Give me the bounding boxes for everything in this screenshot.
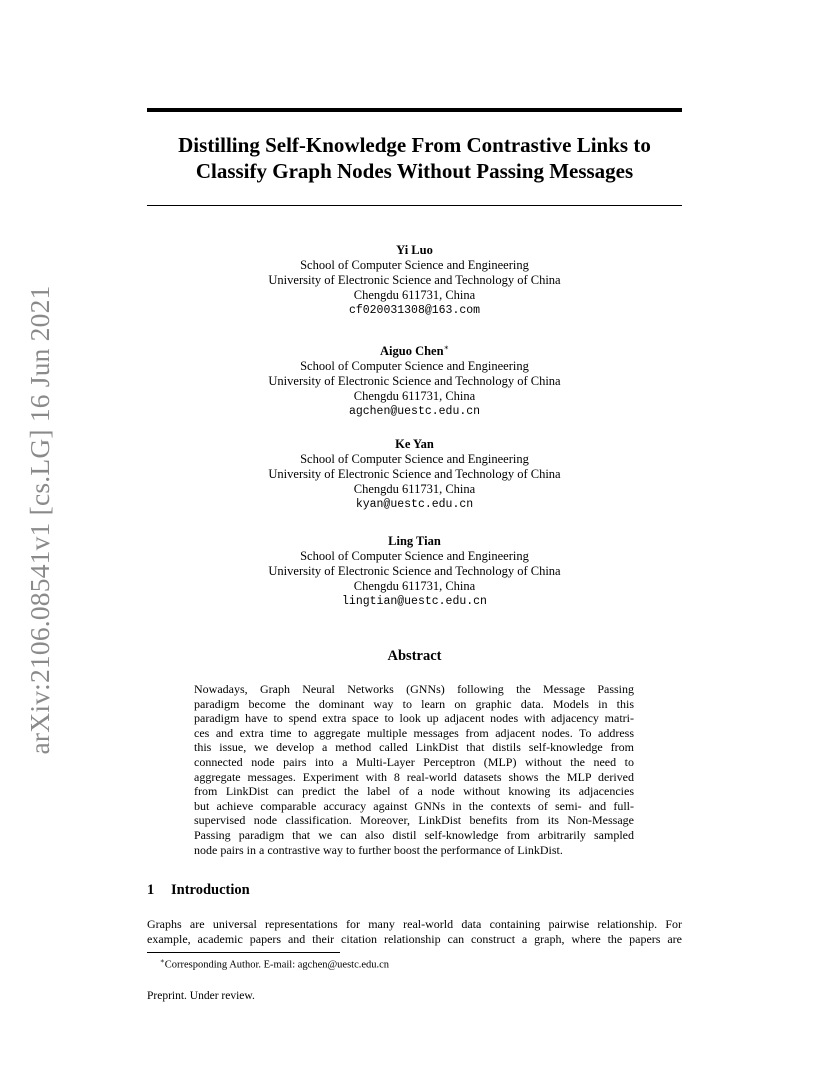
abstract-text [194,682,634,857]
author-university: University of Electronic Science and Technology of China [268,374,561,389]
author-block [147,534,682,609]
author-block [147,340,682,419]
abstract-line: node pairs in a contrastive way to further boost the performance of LinkDist. [194,842,563,857]
abstract-heading: Abstract [387,648,442,664]
title-top-rule [147,108,682,112]
introduction-text [147,917,682,947]
title-line-2: Classify Graph Nodes Without Passing Messages [195,159,634,183]
author-city: Chengdu 611731, China [353,288,476,302]
abstract-line: aggregate messages. Experiment with 8 real-world datasets shows the MLP derived [194,769,634,784]
author-department: School of Computer Science and Engineering [300,549,529,563]
author-email[interactable]: lingtian@uestc.edu.cn [342,595,487,608]
author-university: University of Electronic Science and Technology of China [268,467,561,481]
author-department: School of Computer Science and Engineering [300,452,529,466]
section-number: 1 [147,882,155,898]
author-name: Yi Luo [396,243,433,257]
section-title: Introduction [171,882,250,898]
author-city: Chengdu 611731, China [353,389,476,404]
intro-line: example, academic papers and their citation relationship can construct a graph, where the papers are [147,932,682,946]
abstract-line: from LinkDist can predict the label of a node without knowing its adjacencies [194,784,634,799]
title-bottom-rule [147,205,682,206]
abstract-line: but achieve comparable accuracy against GNNs in the contexts of semi- and full- [194,798,634,813]
title-line-1: Distilling Self-Knowledge From Contrastive Links to [178,133,651,157]
abstract-line: this issue, we develop a method called LinkDist that distils self-knowledge from [194,740,634,755]
footnote-text: Corresponding Author. E-mail: agchen@uestc.edu.cn [164,959,390,971]
author-email[interactable]: agchen@uestc.edu.cn [348,405,481,419]
author-name: Aiguo Chen [380,344,444,359]
author-city: Chengdu 611731, China [353,482,476,496]
author-name: Ling Tian [388,534,441,548]
preprint-notice: Preprint. Under review. [147,990,255,1002]
author-name: Ke Yan [395,437,434,451]
author-email[interactable]: kyan@uestc.edu.cn [355,498,474,511]
footnote-mark: ∗ [160,957,165,965]
abstract-line: ces and extra time to aggregate multiple messages from adjacent nodes. To address [194,725,634,740]
footnote-rule [147,952,340,953]
abstract-line: Passing paradigm that we can also distil self-knowledge from arbitrarily sampled [194,827,634,842]
author-department: School of Computer Science and Engineering [300,258,529,272]
corresponding-author-mark: ∗ [443,343,449,352]
section-heading-introduction [147,882,250,899]
author-email[interactable]: cf020031308@163.com [348,304,481,317]
footnote [160,955,389,972]
intro-line: Graphs are universal representations for many real-world data containing pairwise relationship. For [147,917,682,931]
arxiv-identifier: arXiv:2106.08541v1 [cs.LG] 16 Jun 2021 [24,285,55,755]
author-department: School of Computer Science and Engineering [300,359,529,374]
author-university: University of Electronic Science and Technology of China [268,564,561,578]
paper-title [147,132,682,184]
abstract-line: Nowadays, Graph Neural Networks (GNNs) following the Message Passing [194,682,634,696]
author-university: University of Electronic Science and Technology of China [268,273,561,287]
author-block [147,243,682,318]
abstract-line: connected node pairs into a Multi-Layer Perceptron (MLP) without the need to [194,754,634,769]
author-city: Chengdu 611731, China [353,579,476,593]
abstract-line: supervised node classification. Moreover, LinkDist benefits from its Non-Message [194,813,634,828]
author-block [147,437,682,512]
abstract-line: paradigm become the dominant way to learn on graphic data. Models in this [194,696,634,711]
abstract-line: paradigm have to spend extra space to look up adjacent nodes with adjacency matri- [194,711,634,726]
